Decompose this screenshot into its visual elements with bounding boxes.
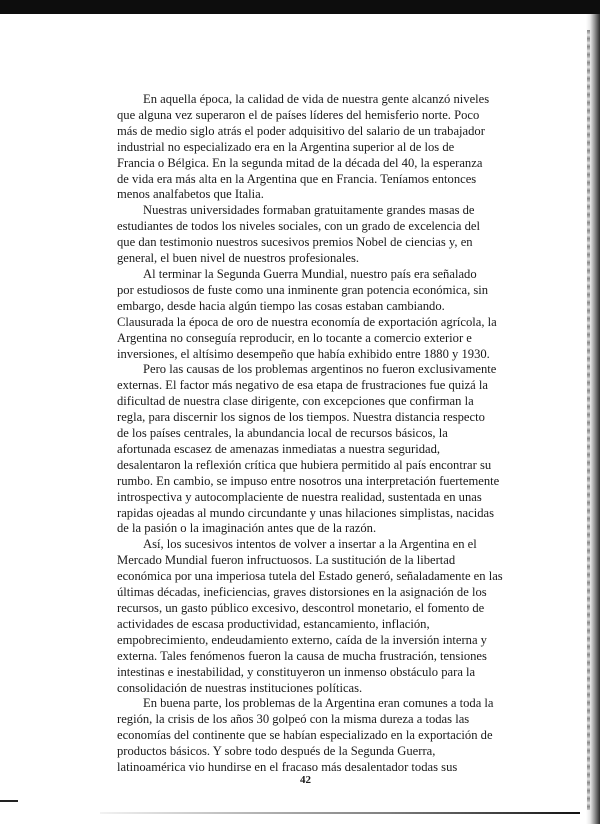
text-line: productos básicos. Y sobre todo después de la Segunda Guerra, (117, 744, 436, 759)
text-line: por estudiosos de fuste como una inminente gran potencia económica, sin (117, 282, 489, 297)
text-line: regla, para discernir los signos de los tiempos. Nuestra distancia respecto (117, 410, 485, 425)
text-line: empobrecimiento, endeudamiento externo, caída de la inversión interna y (117, 632, 487, 647)
text-line: recursos, un gasto público excesivo, descontrol monetario, el fomento de (117, 601, 485, 615)
text-line: Así, los sucesivos intentos de volver a insertar a la Argentina en el (143, 537, 477, 552)
text-line: últimas décadas, ineficiencias, graves distorsiones en la asignación de los (117, 585, 487, 600)
text-line: de vida era más alta en la Argentina que en Francia. Teníamos entonces (117, 171, 477, 186)
text-line: consolidación de nuestras instituciones políticas. (117, 680, 363, 695)
text-line: Pero las causas de los problemas argentinos no fueron exclusivamente (143, 362, 497, 377)
text-line: latinoamérica vio hundirse en el fracaso más desalentador todas sus (117, 760, 458, 775)
paragraph (117, 537, 505, 696)
text-line: general, el buen nivel de nuestros profesionales. (117, 251, 359, 266)
text-line: intestinas e inestabilidad, y constituyeron un inmenso obstáculo para la (117, 664, 476, 679)
scan-edge-artifact (587, 30, 590, 810)
scan-top-border (0, 0, 600, 14)
text-line: Nuestras universidades formaban gratuitamente grandes masas de (143, 203, 475, 218)
text-line: dificultad de nuestra clase dirigente, con excepciones que confirman la (117, 394, 474, 409)
paragraph (117, 92, 505, 203)
paragraph (117, 696, 505, 776)
text-line: desalentaron la reflexión crítica que hubiera permitido al país encontrar su (117, 457, 492, 472)
text-line: que dan testimonio nuestros sucesivos premios Nobel de ciencias y, en (117, 235, 473, 250)
scan-bottom-shadow (100, 812, 580, 814)
text-line: externa. Tales fenómenos fueron la causa de mucha frustración, tensiones (117, 648, 487, 663)
text-line: económica por una imperiosa tutela del Estado generó, señaladamente en las (117, 569, 503, 584)
text-line: Al terminar la Segunda Guerra Mundial, nuestro país era señalado (143, 266, 477, 281)
text-line: actividades de escasa productividad, estancamiento, inflación, (117, 616, 430, 631)
text-line: inversiones, el altísimo desempeño que había exhibido entre 1880 y 1930. (117, 346, 490, 361)
paragraph (117, 267, 505, 362)
text-line: menos analfabetos que Italia. (117, 187, 264, 202)
text-line: región, la crisis de los años 30 golpeó con la misma dureza a todas las (117, 712, 470, 727)
text-line: de la pasión o la imaginación antes que de la razón. (117, 521, 377, 536)
text-line: rumbo. En cambio, se impuso entre nosotros una interpretación fuertemente (117, 473, 500, 488)
text-line: En aquella época, la calidad de vida de nuestra gente alcanzó niveles (143, 92, 490, 106)
paragraph (117, 203, 505, 267)
text-line: rapidas ojeadas al mundo circundante y unas hilaciones simplistas, nacidas (117, 505, 495, 520)
text-line: embargo, desde hacia algún tiempo las cosas estaban cambiando. (117, 298, 445, 313)
text-line: introspectiva y autocomplaciente de nuestra realidad, sustentada en unas (117, 489, 482, 504)
scan-margin-mark (0, 800, 18, 802)
text-line: En buena parte, los problemas de la Argentina eran comunes a toda la (143, 696, 494, 711)
text-line: economías del continente que se habían especializado en la exportación de (117, 728, 493, 743)
text-line: externas. El factor más negativo de esa etapa de frustraciones fue quizá la (117, 378, 488, 393)
text-line: industrial no especializado era en la Argentina superior al de los de (117, 139, 455, 154)
text-line: que alguna vez superaron el de países líderes del hemisferio norte. Poco (117, 107, 480, 122)
page-number: 42 (300, 774, 311, 786)
text-line: afortunada escasez de amenazas inmediatas a nuestra seguridad, (117, 441, 441, 456)
text-line: Mercado Mundial fueron infructuosos. La sustitución de la libertad (117, 553, 456, 568)
text-line: Francia o Bélgica. En la segunda mitad de la década del 40, la esperanza (117, 155, 483, 170)
text-line: estudiantes de todos los niveles sociales, con un grado de excelencia del (117, 219, 481, 234)
text-line: Argentina no conseguía reproducir, en lo tocante a comercio exterior e (117, 330, 472, 345)
text-line: Clausurada la época de oro de nuestra economía de exportación agrícola, la (117, 314, 497, 329)
paragraph (117, 362, 505, 537)
text-line: más de medio siglo atrás el poder adquisitivo del salario de un trabajador (117, 123, 485, 138)
body-text (117, 92, 505, 776)
text-line: de los países centrales, la abundancia local de recursos básicos, la (117, 426, 448, 441)
